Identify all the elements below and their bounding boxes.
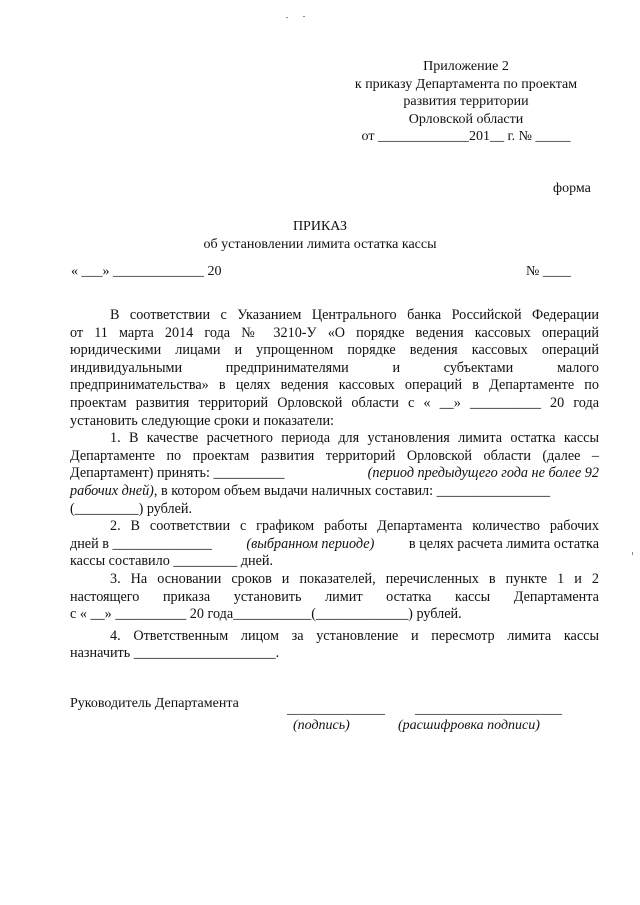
text-fragment: , в котором объем выдачи наличных составил: ________________ [153,482,551,499]
text-line: 1. В качестве расчетного периода для установления лимита остатка кассы [110,430,599,447]
word: Департамента [513,588,599,605]
text-line [70,483,599,501]
word: и [392,359,401,376]
text-line [70,589,599,607]
text-line: установить следующие сроки и показатели: [70,412,334,429]
appendix-date-line: от _____________201__ г. № _____ [361,129,571,144]
text-line: юридическими лицами и упрощенном порядке ведения кассовых операций [70,342,599,359]
text-line: Департаменте по проектам развития территорий Орловской области (далее – [70,447,599,464]
word: предпринимателями [225,359,349,376]
signature-blank: ______________ [287,702,385,717]
text-line [70,360,599,378]
text-line: 3. На основании сроков и показателей, перечисленных в пункте 1 и 2 [110,570,599,587]
text-line [70,536,599,554]
appendix-line: Орловской области [408,111,524,127]
text-line: кассы составило _________ дней. [70,553,274,570]
document-subtitle: об установлении лимита остатка кассы [203,237,437,252]
text-fragment: дней в ______________ [70,535,212,552]
text-fragment: в целях расчета лимита остатка [408,535,599,552]
text-line: 4. Ответственным лицом за установление и пересмотр лимита кассы [110,627,599,644]
text-line: предпринимательства» в целях ведения кассовых операций в Департаменте по [70,377,599,394]
word: индивидуальными [70,359,183,376]
scan-speck [303,16,305,17]
word: установить [233,588,302,605]
text-line: В соответствии с Указанием Центрального банка Российской Федерации [110,307,599,323]
appendix-line: к приказу Департамента по проектам [354,76,578,92]
word: приказа [162,588,211,605]
word: кассы [455,588,491,605]
appendix-block [346,58,586,146]
order-date: « ___» _____________ 20 [71,264,222,279]
appendix-line: развития территории [403,94,529,109]
word: малого [556,359,599,376]
text-line: назначить ____________________. [70,645,280,662]
text-fragment-italic: рабочих дней) [70,482,154,499]
document-title: ПРИКАЗ [292,219,348,234]
text-line: (_________) рублей. [70,500,193,517]
text-line: 2. В соответствии с графиком работы Департамента количество рабочих [110,518,599,535]
decode-blank: _____________________ [415,702,562,717]
text-line [70,465,599,483]
appendix-line: Приложение 2 [423,59,509,74]
text-fragment-italic: (выбранном периоде) [246,535,375,552]
text-line: от 11 марта 2014 года № 3210-У «О порядке ведения кассовых операций [70,324,599,341]
main-text [70,307,599,663]
scan-speck [632,552,633,555]
word: остатка [386,588,432,605]
text-fragment: Департамент) принять: __________ [70,465,285,482]
head-label: Руководитель Департамента [70,696,239,711]
text-fragment-italic: (период предыдущего года не более 92 [367,465,599,482]
form-label: форма [553,181,591,196]
order-number: № ____ [526,264,571,279]
word: лимит [325,588,363,605]
word: настоящего [70,588,140,605]
signature-caption: (подпись) [293,718,350,733]
scan-speck [286,17,288,18]
decode-caption: (расшифровка подписи) [398,718,540,733]
text-line: с « __» __________ 20 года___________(_____________) рублей. [70,606,462,623]
word: субъектами [443,359,514,376]
text-line: проектам развития территорий Орловской области с « __» __________ 20 года [70,394,599,411]
